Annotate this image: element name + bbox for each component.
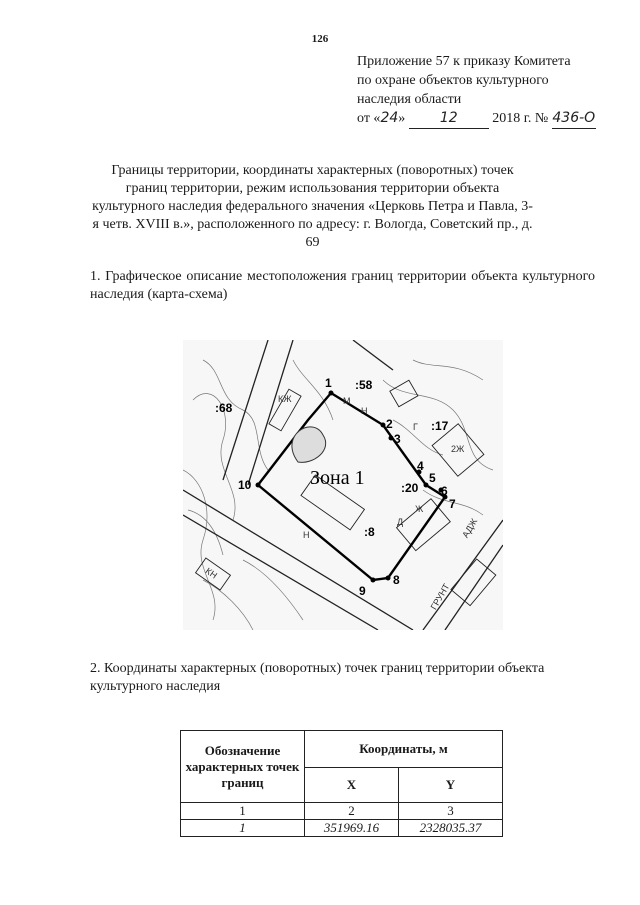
date-prefix: от «	[357, 111, 381, 126]
column-number: 3	[399, 803, 503, 820]
point-label: 7	[449, 497, 456, 511]
point-label: 6	[441, 484, 448, 498]
column-number-row	[181, 803, 503, 820]
page-number: 126	[311, 33, 329, 45]
table-header-row	[181, 731, 503, 768]
map-text: Г	[413, 422, 418, 432]
parcel-label: :68	[215, 401, 233, 415]
map-text: Ж	[415, 504, 424, 514]
map-text: 2Ж	[451, 444, 465, 454]
table-row	[181, 820, 503, 837]
appendix-line-2: по охране объектов культурного	[357, 73, 549, 88]
map-text: КН	[203, 565, 220, 581]
map-text: М	[343, 396, 351, 406]
appendix-line-3: наследия области	[357, 92, 462, 107]
point-label: 4	[417, 459, 424, 473]
document-number: 436-О	[552, 109, 596, 129]
map-text: КЖ	[278, 394, 292, 404]
parcel-label: :17	[431, 419, 449, 433]
appendix-date-line	[357, 109, 637, 129]
map-text: ГРУНТ	[428, 581, 452, 612]
coordinates-header: Координаты, м	[305, 731, 503, 768]
parcel-label: :58	[355, 378, 373, 392]
point-label: 3	[394, 432, 401, 446]
point-label: 1	[325, 376, 332, 390]
map-text: Д	[397, 517, 404, 527]
date-suffix: 2018 г. №	[488, 111, 549, 126]
y-header: Y	[399, 768, 503, 803]
map-text: АДЖ	[460, 516, 480, 540]
appendix-header	[357, 52, 637, 129]
y-cell: 2328035.37	[399, 820, 503, 837]
column-number: 1	[181, 803, 305, 820]
point-label: 5	[429, 471, 436, 485]
section-1-heading: 1. Графическое описание местоположения границ территории объекта культурного наследия (карта-схема)	[90, 269, 595, 302]
designation-header: Обозначение характерных точек границ	[181, 731, 305, 803]
boundary-map	[183, 340, 503, 630]
point-label: 8	[393, 573, 400, 587]
coordinates-table	[180, 730, 503, 837]
parcel-label: :8	[364, 525, 375, 539]
date-day: 24	[380, 110, 399, 126]
document-title: Границы территории, координаты характерных (поворотных) точек границ территории, режим использования территории объекта культурного наследия федерального значения «Церковь Петра и Павла, 3-я четв. XVIII в.», расположенного по адресу: г. Вологда, Советский пр., д. 69	[92, 163, 533, 250]
appendix-line-1: Приложение 57 к приказу Комитета	[357, 54, 571, 69]
parcel-label: :20	[401, 481, 419, 495]
x-cell: 351969.16	[305, 820, 399, 837]
date-month: 12	[409, 109, 489, 129]
map-text: Н	[303, 530, 310, 540]
zone-label: Зона 1	[310, 467, 365, 489]
point-label: 2	[386, 417, 393, 431]
date-mid: »	[398, 111, 409, 126]
x-header: X	[305, 768, 399, 803]
map-text: Н	[361, 406, 368, 416]
point-label: 10	[238, 478, 252, 492]
point-label: 9	[359, 584, 366, 598]
column-number: 2	[305, 803, 399, 820]
point-cell: 1	[181, 820, 305, 837]
section-2-heading: 2. Координаты характерных (поворотных) точек границ территории объекта культурного наследия	[90, 661, 545, 694]
